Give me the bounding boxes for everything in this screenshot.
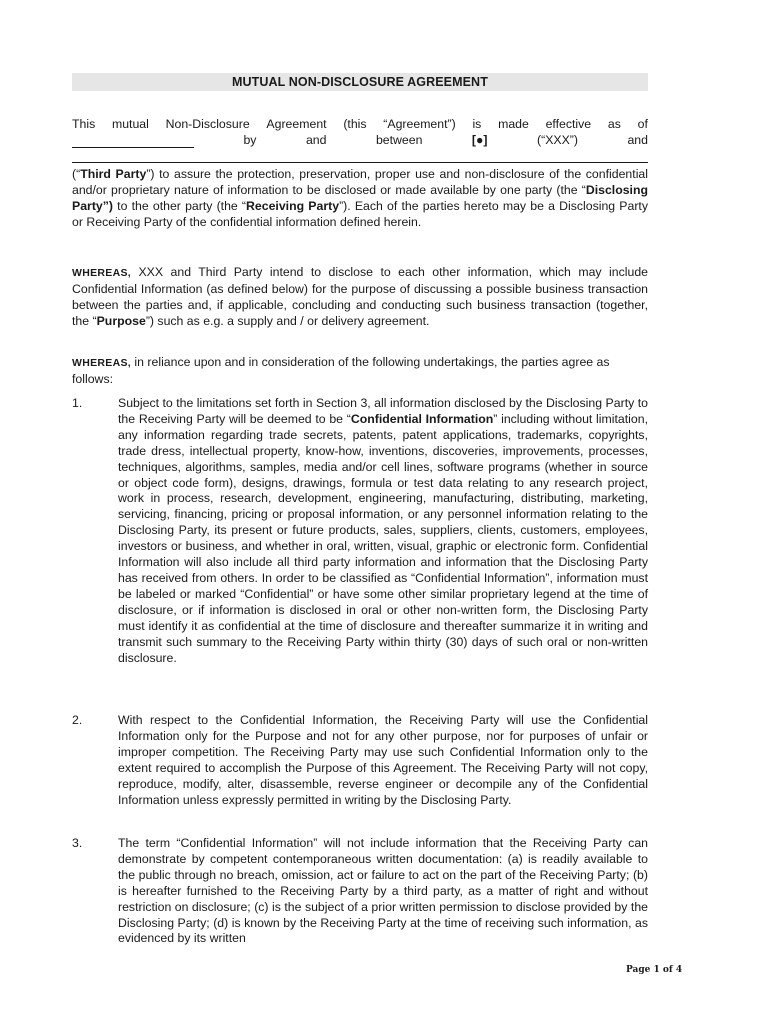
whereas-keyword: WHEREAS, bbox=[72, 267, 131, 279]
text: in reliance upon and in consideration of the following undertakings, the parties agree as follows: bbox=[72, 355, 610, 387]
term-confidential-information: Confidential Information bbox=[350, 411, 494, 426]
text: Subject to the limitations set forth in Section 3, all information disclosed by the Disclosing Party to the Receiving Party will be deemed to be “ bbox=[118, 396, 648, 426]
text: to the other party (the “ bbox=[113, 199, 247, 214]
whereas-paragraph-1 bbox=[72, 264, 648, 329]
party-xxx: (“XXX”) bbox=[537, 133, 578, 147]
party-name-blank-line bbox=[72, 162, 648, 163]
text: ”) such as e.g. a supply and / or delivery agreement. bbox=[145, 314, 430, 329]
term-disclosing-party: Disclosing Party”) bbox=[72, 183, 648, 214]
preamble-and-2: and bbox=[627, 133, 648, 147]
preamble-line-1 bbox=[72, 116, 648, 132]
clause-1 bbox=[72, 396, 648, 666]
preamble-word: “Agreement”) bbox=[383, 117, 456, 131]
term-receiving-party: Receiving Party bbox=[246, 199, 340, 214]
clause-number: 2. bbox=[72, 713, 83, 727]
preamble-word: Agreement bbox=[266, 117, 327, 131]
preamble-word: effective bbox=[545, 117, 592, 131]
preamble-and: and bbox=[305, 133, 327, 147]
clause-number: 1. bbox=[72, 396, 83, 410]
clause-3 bbox=[72, 836, 648, 947]
clause-body: With respect to the Confidential Information, the Receiving Party will use the Confidential Information only for the Purpose and not for any other purpose, nor for purposes of unfair or improper competition. The Receiving Party may use such Confidential Information only to the extent required to accomplish the Purpose of this Agreement. The Receiving Party will not copy, reproduce, modify, alter, disassemble, reverse engineer or decompile any of the Confidential Information unless expressly permitted in writing by the Disclosing Party. bbox=[118, 713, 648, 807]
preamble-word: (this bbox=[343, 117, 367, 131]
preamble-word: mutual bbox=[111, 117, 149, 131]
text: ” including without limitation, any information regarding trade secrets, patents, patent applications, trademarks, copyrights, trade dress, intellectual property, know-how, inventions, discoveries, improvements, processes, techniques, algorithms, samples, media and/or cell lines, software programs (whether in source or object code form), designs, drawings, formula or test data relating to any research project, work in process, research, development, engineering, manufacturing, distributing, marketing, servicing, financing, pricing or proposal information, or any personnel information relating to the Disclosing Party, its present or future products, sales, suppliers, clients, customers, employees, investors or business, and whether in oral, written, visual, graphic or electronic form. Confidential Information will also include all third party information and information that the Disclosing Party has received from others. In order to be classified as “Confidential Information”, information must be labeled or marked “Confidential” or have some other similar proprietary legend at the time of disclosure, or if information is disclosed in oral or other non-written form, the Disclosing Party must identify it as confidential at the time of disclosure and thereafter summarize it in writing and transmit such summary to the Receiving Party within thirty (30) days of such oral or non-written disclosure. bbox=[118, 411, 648, 665]
preamble-word: is bbox=[472, 117, 482, 131]
preamble-word: of bbox=[637, 117, 648, 131]
preamble-line-2 bbox=[72, 132, 648, 148]
preamble-by: by bbox=[243, 133, 257, 147]
whereas-paragraph-2 bbox=[72, 354, 618, 387]
text: ”). Each of the parties hereto may be a Disclosing Party or Receiving Party of the confidential information defined herein. bbox=[72, 199, 648, 230]
clause-number: 3. bbox=[72, 836, 83, 850]
preamble-word: made bbox=[498, 117, 529, 131]
party-placeholder: [●] bbox=[471, 133, 488, 147]
text: (“ bbox=[72, 167, 81, 181]
page-number: Page 1 of 4 bbox=[626, 965, 683, 975]
preamble-word: Non-Disclosure bbox=[165, 117, 250, 131]
document-title: MUTUAL NON-DISCLOSURE AGREEMENT bbox=[72, 73, 648, 91]
text: ”) to assure the protection, preservation, proper use and non-disclosure of the confidential and/or proprietary nature of information to be disclosed or made available by one party (the “ bbox=[72, 167, 648, 198]
term-third-party: Third Party bbox=[80, 167, 147, 181]
preamble-word: This bbox=[72, 117, 96, 131]
preamble-paragraph bbox=[72, 166, 648, 230]
clause-body: The term “Confidential Information” will not include information that the Receiving Party can demonstrate by competent contemporaneous written documentation: (a) is readily available to the public through no breach, omission, act or failure to act on the part of the Receiving Party; (b) is hereafter furnished to the Receiving Party by a third party, as a matter of right and without restriction on disclosure; (c) is the subject of a prior written permission to disclose provided by the Disclosing Party; (d) is known by the Receiving Party at the time of receiving such information, as evidenced by its written bbox=[118, 836, 648, 946]
term-purpose: Purpose bbox=[96, 314, 146, 329]
whereas-keyword: WHEREAS, bbox=[72, 357, 131, 369]
date-blank bbox=[72, 133, 194, 148]
preamble-word: as bbox=[607, 117, 621, 131]
preamble-between: between bbox=[375, 133, 423, 147]
clause-body bbox=[118, 396, 648, 666]
clause-2 bbox=[72, 713, 648, 808]
text: XXX and Third Party intend to disclose to each other information, which may include Confidential Information (as defined below) for the purpose of discussing a possible business transaction between the parties and, if applicable, concluding and conducting such business transaction (together, the “ bbox=[72, 265, 648, 329]
